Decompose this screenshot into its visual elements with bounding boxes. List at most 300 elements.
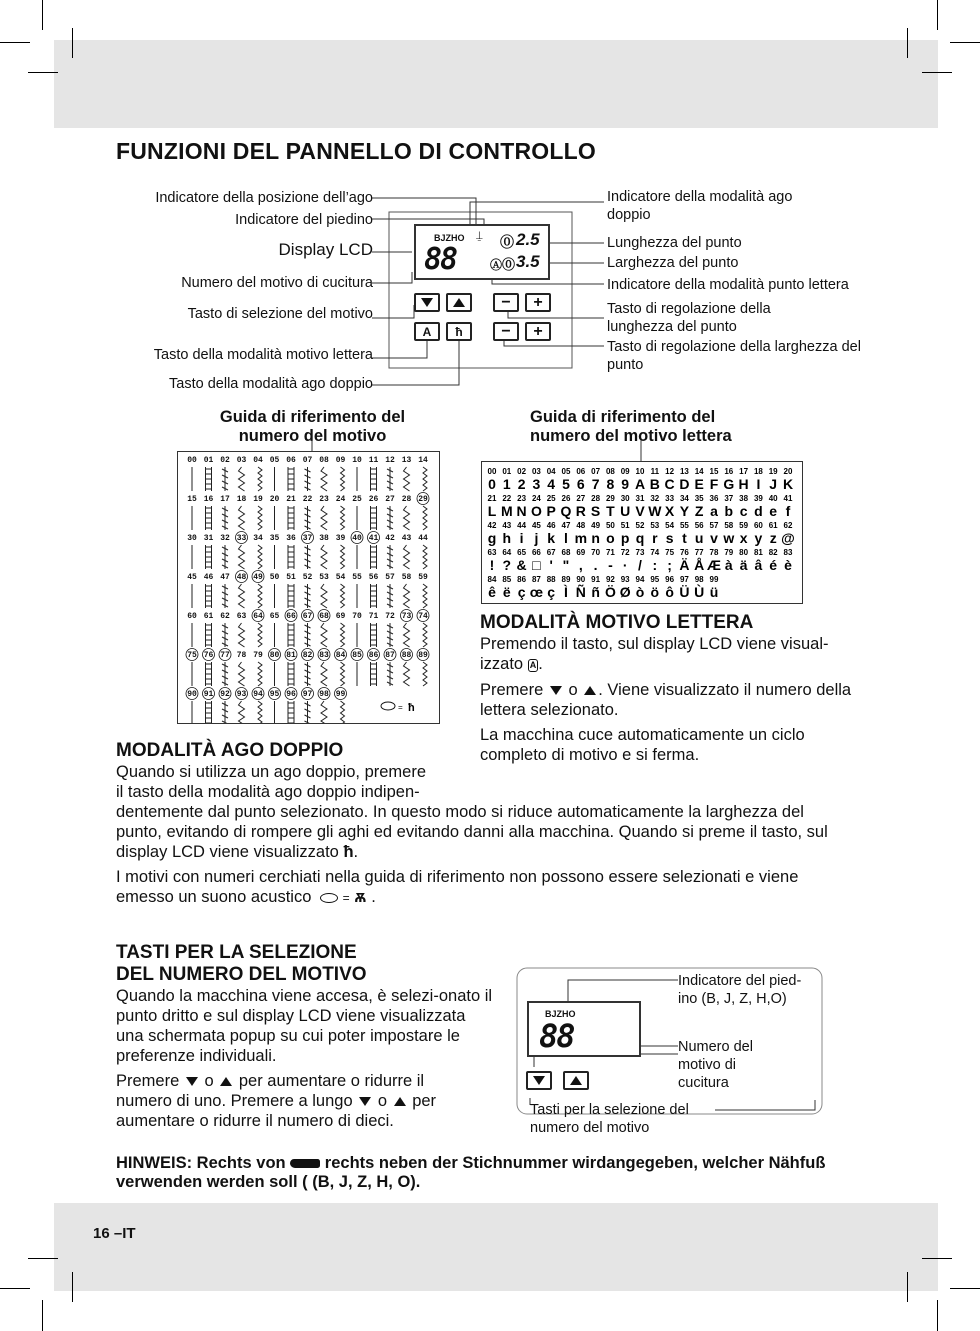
letter-number: 97	[679, 575, 689, 584]
letter-number: 25	[546, 494, 556, 503]
stitch-number: 35	[269, 534, 280, 543]
letter-number: 63	[487, 548, 497, 557]
stitch-glyph	[305, 701, 311, 723]
stitch-number: 87	[385, 651, 395, 660]
letter-glyph: ä	[739, 557, 748, 573]
twin-needle-button-label: Tasto della modalità ago doppio	[169, 376, 373, 392]
stitch-number: 54	[335, 573, 346, 582]
selection-title-line1: TASTI PER LA SELEZIONE	[116, 942, 357, 963]
stitch-glyph	[258, 506, 262, 530]
letter-number: 46	[546, 521, 556, 530]
letter-glyph: ç	[517, 584, 526, 600]
stitch-number: 10	[352, 456, 362, 465]
stitch-number: 74	[418, 612, 428, 621]
up-arrow-icon	[220, 1077, 232, 1086]
selection-keys-label: Tasti per la selezione del numero del motivo	[530, 1102, 689, 1136]
letter-glyph: Ø	[619, 584, 631, 600]
letter-number: 39	[753, 494, 763, 503]
stitch-number: 40	[352, 534, 362, 543]
letter-number: 76	[679, 548, 689, 557]
stitch-glyph	[387, 662, 393, 686]
down-arrow-icon	[421, 298, 433, 307]
stitch-number: 71	[368, 612, 379, 621]
stitch-glyph	[341, 662, 345, 686]
stitch-number: 58	[401, 573, 412, 582]
letter-glyph: 5	[562, 476, 570, 492]
letter-mode-p3: La macchina cuce automaticamente un ciclo completo di motivo e si ferma.	[480, 726, 805, 764]
letter-number: 28	[591, 494, 601, 503]
letter-glyph: 9	[621, 476, 630, 492]
down-arrow-icon	[186, 1077, 198, 1086]
letter-glyph: ö	[650, 584, 660, 600]
stitch-number: 60	[187, 612, 197, 621]
letter-glyph: x	[739, 530, 748, 546]
stitch-glyph	[239, 506, 245, 530]
page-title: FUNZIONI DEL PANNELLO DI CONTROLLO	[116, 138, 596, 164]
letter-glyph: Y	[679, 503, 690, 519]
letter-glyph: à	[724, 557, 733, 573]
stitch-number: 26	[368, 495, 379, 504]
letter-number: 75	[665, 548, 675, 557]
stitch-glyph	[341, 623, 345, 647]
letter-glyph: p	[620, 530, 630, 546]
letter-glyph: Q	[560, 503, 572, 519]
stitch-glyph	[387, 467, 393, 491]
stitch-glyph	[258, 584, 262, 608]
stitch-number: 97	[302, 690, 313, 699]
letter-number: 85	[502, 575, 512, 584]
foot-indicator-label: Indicatore del piedino	[235, 212, 373, 228]
stitch-glyph	[206, 467, 212, 491]
stitch-glyph	[404, 506, 410, 530]
stitch-glyph	[423, 662, 427, 686]
stitch-number: 44	[418, 534, 428, 543]
stitch-glyph	[305, 662, 311, 686]
legend-circle-icon	[381, 702, 395, 710]
stitch-number: 38	[319, 534, 329, 543]
letter-number: 17	[739, 467, 749, 476]
stitch-number: 47	[220, 573, 230, 582]
selection-brand: BJZHO	[545, 1009, 576, 1019]
length-plus-button[interactable]: +	[525, 293, 551, 312]
letter-glyph: N	[516, 503, 527, 519]
letter-number: 87	[531, 575, 541, 584]
twin-needle-icon: ħ	[455, 324, 463, 339]
page-number: 16 –IT	[93, 1225, 136, 1242]
up-arrow-icon	[394, 1097, 406, 1106]
stitch-glyph	[258, 623, 262, 647]
stitch-number: 04	[253, 456, 263, 465]
letter-number: 14	[694, 467, 704, 476]
letter-number: 13	[679, 467, 689, 476]
stitch-length-value: 2.5	[516, 230, 540, 249]
letter-number: 21	[487, 494, 497, 503]
letter-glyph: ë	[502, 584, 511, 600]
stitch-glyph	[371, 506, 377, 530]
letter-glyph: z	[769, 530, 777, 546]
letter-glyph: Ì	[564, 584, 568, 600]
stitch-number: 75	[187, 651, 197, 660]
letter-glyph: q	[635, 530, 645, 546]
letter-glyph: i	[519, 530, 524, 546]
letter-number: 52	[635, 521, 645, 530]
stitch-number: 36	[286, 534, 296, 543]
stitch-number: 16	[203, 495, 214, 504]
stitch-number: 28	[401, 495, 412, 504]
letter-glyph: h	[502, 530, 512, 546]
stitch-glyph	[239, 584, 245, 608]
selection-p2o: o	[204, 1072, 214, 1090]
stitch-glyph	[206, 662, 212, 686]
twin-mode-p2-text: I motivi con numeri cerchiati nella guida di riferimento non possono essere selezionati e viene emesso un suono acustico	[116, 868, 799, 906]
letter-number: 77	[694, 548, 704, 557]
stitch-glyph	[305, 545, 311, 569]
stitch-glyph	[222, 623, 228, 647]
twin-mode-line2: il tasto della modalità ago doppio indipen-	[116, 783, 420, 801]
stitch-glyph	[371, 584, 377, 608]
letter-glyph: s	[665, 530, 674, 546]
stitch-number: 92	[220, 690, 230, 699]
selection-up-button[interactable]	[563, 1071, 589, 1090]
letter-number: 95	[650, 575, 660, 584]
letter-number: 30	[620, 494, 630, 503]
stitch-number: 99	[335, 690, 346, 699]
buzzer-icon: ѫ	[354, 888, 367, 906]
letter-number: 89	[561, 575, 571, 584]
needle-position-label: Indicatore della posizione dell’ago	[155, 190, 373, 206]
stitch-number: 23	[319, 495, 329, 504]
stitch-glyph	[288, 623, 294, 647]
stitch-glyph	[222, 662, 228, 686]
letter-number: 04	[546, 467, 556, 476]
letter-number: 51	[620, 521, 630, 530]
stitch-glyph	[239, 545, 245, 569]
letter-glyph: e	[769, 503, 778, 519]
footer-band	[54, 1203, 938, 1291]
stitch-glyph	[321, 467, 327, 491]
letter-glyph: ,	[578, 557, 583, 573]
twin-needle-icon: ħ	[343, 843, 354, 861]
letter-number: 34	[679, 494, 689, 503]
stitch-number: 68	[319, 612, 329, 621]
letter-glyph: è	[784, 557, 792, 573]
stitch-glyph	[305, 506, 311, 530]
stitch-glyph	[341, 584, 345, 608]
stitch-glyph	[321, 584, 327, 608]
letter-glyph: r	[652, 530, 658, 546]
letter-glyph: œ	[529, 584, 544, 600]
letter-number: 45	[531, 521, 541, 530]
letter-glyph: n	[591, 530, 600, 546]
letter-number: 03	[531, 467, 541, 476]
legend-buzzer-icon: ħ	[408, 702, 415, 714]
stitch-glyph	[222, 506, 228, 530]
letter-number: 68	[561, 548, 571, 557]
stitch-glyph	[305, 623, 311, 647]
stitch-glyph	[321, 701, 327, 723]
note	[116, 1154, 851, 1192]
stitch-number: 79	[253, 651, 263, 660]
twin-needle-button[interactable]	[446, 322, 472, 341]
selection-foot-label: Indicatore del pied-ino (B, J, Z, H,O)	[678, 973, 802, 1007]
letter-glyph: ê	[488, 584, 496, 600]
letter-glyph: D	[679, 476, 690, 492]
twin-mode-title: MODALITÀ AGO DOPPIO	[116, 740, 344, 761]
stitch-glyph	[387, 506, 393, 530]
letter-number: 36	[709, 494, 719, 503]
letter-number: 92	[605, 575, 615, 584]
letter-number: 62	[783, 521, 793, 530]
letter-glyph: T	[606, 503, 615, 519]
letter-glyph: X	[664, 503, 675, 519]
letter-glyph: Æ	[707, 557, 721, 573]
letter-glyph: G	[723, 476, 735, 492]
width-minus-button[interactable]: −	[493, 322, 519, 341]
letter-number: 66	[531, 548, 541, 557]
letter-glyph: R	[575, 503, 586, 519]
stitch-number: 52	[302, 573, 313, 582]
letter-number: 65	[517, 548, 527, 557]
stitch-number: 27	[385, 495, 395, 504]
letter-number: 67	[546, 548, 556, 557]
letter-glyph: E	[694, 476, 704, 492]
stitch-number: 08	[319, 456, 329, 465]
twin-mode-line1: Quando si utilizza un ago doppio, premere	[116, 763, 427, 781]
letter-number: 10	[635, 467, 645, 476]
letter-number: 12	[665, 467, 675, 476]
letter-mode-label: A	[422, 324, 432, 339]
stitch-number: 33	[236, 534, 247, 543]
twin-mode-rest-text: dentemente dal punto selezionato. In questo modo si riduce automaticamente la larghezza del punto, evitando di rompere gli aghi ed evitando danni alla macchina. Quando si preme il tasto, sul display LCD viene visualizzato	[116, 803, 828, 861]
stitch-glyph	[371, 662, 377, 686]
letter-number: 18	[753, 467, 763, 476]
letter-mode-button-label: Tasto della modalità motivo lettera	[153, 347, 373, 363]
letter-glyph: f	[785, 503, 791, 519]
selection-p2	[116, 1071, 476, 1131]
stitch-glyph	[321, 545, 327, 569]
letter-number: 50	[605, 521, 615, 530]
stitch-number: 63	[236, 612, 247, 621]
stitch-glyph	[404, 584, 410, 608]
letter-number: 72	[620, 548, 630, 557]
letter-glyph: k	[547, 530, 556, 546]
stitch-number: 49	[253, 573, 263, 582]
stitch-number: 78	[236, 651, 247, 660]
stitch-glyph	[206, 506, 212, 530]
stitch-number: 13	[401, 456, 412, 465]
stitch-glyph	[423, 467, 427, 491]
letter-glyph: ô	[665, 584, 674, 600]
pattern-number-label: Numero del motivo di cucitura	[181, 275, 373, 291]
letter-number: 40	[768, 494, 778, 503]
width-plus-button[interactable]: +	[525, 322, 551, 341]
stitch-number: 12	[385, 456, 395, 465]
letter-glyph: c	[739, 503, 748, 519]
stitch-number: 69	[335, 612, 346, 621]
down-arrow-icon	[533, 1076, 545, 1085]
stitch-glyph	[341, 467, 345, 491]
stitch-glyph	[423, 506, 427, 530]
letter-glyph: b	[724, 503, 734, 519]
letter-number: 96	[665, 575, 675, 584]
stitch-number: 55	[352, 573, 362, 582]
letter-number: 80	[739, 548, 749, 557]
letter-glyph: /	[638, 557, 642, 573]
stitch-glyph	[206, 584, 212, 608]
letter-glyph: Ö	[604, 584, 616, 600]
selection-p2c: per aumentare o ridurre il numero di dieci.	[116, 1092, 437, 1130]
pattern-select-label: Tasto di selezione del motivo	[187, 306, 373, 322]
stitch-glyph	[288, 545, 294, 569]
stitch-number: 83	[319, 651, 329, 660]
stitch-glyph	[288, 662, 294, 686]
stitch-number: 76	[203, 651, 214, 660]
stitch-number: 32	[220, 534, 230, 543]
letter-glyph: ò	[635, 584, 645, 600]
letter-guide-title: Guida di riferimento del numero del motivo lettera	[530, 408, 732, 445]
stitch-number: 98	[319, 690, 329, 699]
letter-glyph: ;	[667, 557, 672, 573]
presser-foot-icon	[290, 1159, 320, 1168]
letter-glyph: w	[723, 530, 735, 546]
stitch-number: 02	[220, 456, 230, 465]
letter-glyph: S	[590, 503, 601, 519]
letter-glyph: '	[549, 557, 553, 573]
note-part2: rechts neben der Stichnummer wirdangegeben, welcher Nähfuß verwenden werden soll ( (B, J, Z, H, O).	[116, 1154, 826, 1191]
letter-glyph: é	[769, 557, 778, 573]
circle-icon	[320, 893, 338, 903]
letter-glyph: â	[754, 557, 763, 573]
letter-guide-chart	[481, 461, 803, 604]
letter-glyph: a	[710, 503, 718, 519]
letter-glyph: Ü	[679, 584, 690, 600]
letter-number: 24	[531, 494, 541, 503]
letter-number: 41	[783, 494, 793, 503]
letter-number: 54	[665, 521, 675, 530]
letter-glyph: W	[648, 503, 662, 519]
letter-number: 69	[576, 548, 586, 557]
stitch-number: 62	[220, 612, 230, 621]
letter-glyph: .	[593, 557, 598, 573]
letter-mode-button[interactable]	[414, 322, 440, 341]
stitch-glyph	[258, 662, 262, 686]
letter-glyph: t	[682, 530, 687, 546]
letter-glyph: J	[769, 476, 778, 492]
stitch-number: 09	[335, 456, 346, 465]
stitch-glyph	[404, 662, 410, 686]
letter-glyph: -	[608, 557, 613, 573]
stitch-number: 59	[418, 573, 428, 582]
stitch-glyph	[305, 584, 311, 608]
letter-glyph: 0	[488, 476, 496, 492]
stitch-glyph	[387, 545, 393, 569]
letter-number: 42	[487, 521, 497, 530]
foot-indicator-icon: ⍊	[476, 230, 483, 242]
letter-glyph: v	[710, 530, 718, 546]
letter-number: 55	[679, 521, 689, 530]
stitch-glyph	[222, 584, 228, 608]
twin-needle-indicator-label: Indicatore della modalità ago doppio	[607, 189, 793, 223]
letter-number: 86	[517, 575, 527, 584]
letter-number: 82	[768, 548, 778, 557]
stitch-glyph	[239, 662, 245, 686]
stitch-glyph	[321, 662, 327, 686]
letter-number: 98	[694, 575, 704, 584]
stitch-glyph	[288, 506, 294, 530]
letter-glyph: 1	[502, 476, 511, 492]
letter-glyph: A	[634, 476, 646, 492]
stitch-number: 73	[401, 612, 412, 621]
stitch-glyph	[321, 623, 327, 647]
letter-number: 90	[576, 575, 586, 584]
stitch-number: 50	[269, 573, 280, 582]
stitch-number: 66	[286, 612, 296, 621]
letter-glyph: o	[606, 530, 615, 546]
letter-number: 08	[605, 467, 615, 476]
stitch-number: 77	[220, 651, 230, 660]
selection-p1: Quando la macchina viene accesa, è selezi-onato il punto dritto e sul display LCD viene visualizzata una schermata popup su cui poter impostare le preferenze individuali.	[116, 987, 493, 1065]
legend-equals: =	[398, 704, 403, 713]
up-arrow-icon	[453, 298, 465, 307]
letter-glyph: I	[756, 476, 761, 492]
letter-mode-p2b: . Viene visualizzato il numero della lettera selezionato.	[480, 681, 852, 719]
letter-glyph: l	[564, 530, 568, 546]
letter-glyph: ?	[502, 557, 512, 573]
letter-number: 20	[783, 467, 793, 476]
letter-glyph: H	[738, 476, 749, 492]
letter-glyph: j	[534, 530, 539, 546]
letter-mode-p2a: Premere	[480, 681, 544, 699]
stitch-number: 84	[335, 651, 346, 660]
stitch-number: 41	[368, 534, 379, 543]
lcd-display	[414, 224, 550, 280]
stitch-width-value: 3.5	[516, 252, 540, 271]
stitch-number: 20	[269, 495, 280, 504]
letter-glyph: Z	[694, 503, 704, 519]
letter-number: 70	[591, 548, 601, 557]
pattern-down-button[interactable]	[414, 293, 440, 312]
stitch-number: 48	[236, 573, 247, 582]
letter-number: 11	[650, 467, 660, 476]
letter-number: 48	[576, 521, 586, 530]
stitch-number: 21	[286, 495, 296, 504]
length-minus-button[interactable]: −	[493, 293, 519, 312]
letter-glyph: F	[709, 476, 719, 492]
letter-number: 91	[591, 575, 601, 584]
stitch-glyph	[222, 701, 228, 723]
letter-number: 15	[709, 467, 719, 476]
stitch-number: 95	[269, 690, 280, 699]
stitch-glyph	[404, 545, 410, 569]
letter-glyph: ç	[547, 584, 556, 600]
stitch-number: 14	[418, 456, 428, 465]
letter-number: 43	[502, 521, 512, 530]
letter-number: 01	[502, 467, 512, 476]
stitch-glyph	[206, 545, 212, 569]
letter-number: 16	[724, 467, 734, 476]
selection-p2o2: o	[377, 1092, 388, 1110]
selection-down-button[interactable]	[526, 1071, 552, 1090]
letter-number: 32	[650, 494, 660, 503]
letter-number: 06	[576, 467, 586, 476]
pattern-up-button[interactable]	[446, 293, 472, 312]
stitch-number: 80	[269, 651, 280, 660]
stitch-number: 93	[236, 690, 247, 699]
letter-mode-p1-text: Premendo il tasto, sul display LCD viene visual-izzato	[480, 635, 829, 673]
letter-glyph: 7	[591, 476, 600, 492]
letter-number: 37	[724, 494, 734, 503]
up-arrow-icon	[570, 1076, 582, 1085]
